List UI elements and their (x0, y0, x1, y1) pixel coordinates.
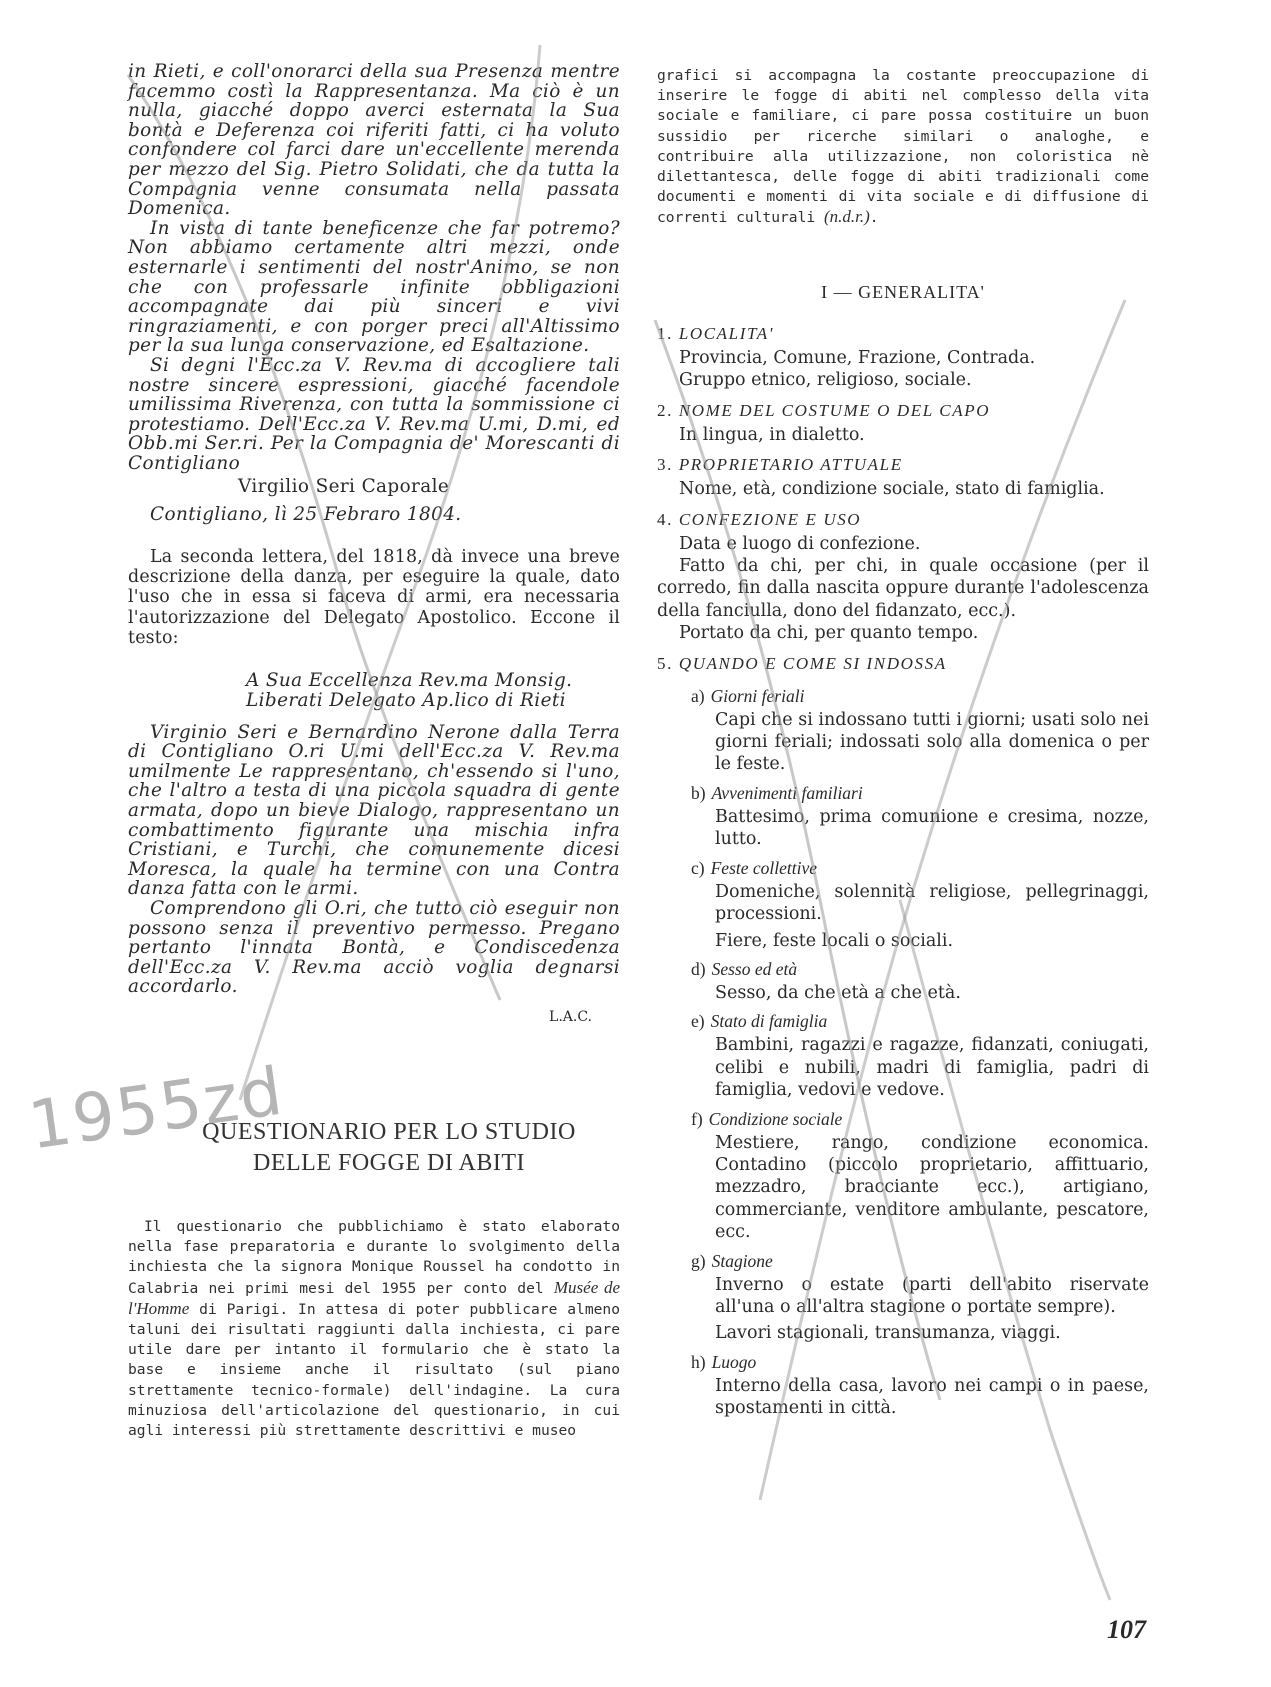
subitem-text: Interno della casa, lavoro nei campi o in paese, spostamenti in città. (715, 1375, 1149, 1419)
subitem-title: Luogo (711, 1351, 757, 1372)
questionnaire-item (657, 321, 1149, 392)
subitem-title: Stagione (711, 1250, 773, 1271)
subitem-title: Giorni feriali (710, 685, 805, 706)
subitem-title: Feste collettive (710, 857, 818, 878)
subitem-heading (691, 780, 1149, 806)
letter1-paragraph: Si degni l'Ecc.za V. Rev.ma di accogliere tali nostre sincere espressioni, giacché facendole umilissima Riverenza, con tutta la sommissione ci protestiamo. Dell'Ecc.za V. Rev.ma U.mi, D.mi, ed Obb.mi Ser.ri. Per la Compagnia de' Morescanti di Contigliano (128, 354, 620, 474)
subitem-heading (691, 1248, 1149, 1274)
subitem-title: Avvenimenti familiari (711, 782, 863, 803)
item-heading (657, 651, 1149, 677)
intro-ndr: (n.d.r.) (823, 207, 870, 227)
subitem-title: Sesso ed età (711, 958, 798, 979)
item-heading (657, 507, 1149, 533)
subitem-label: d) (691, 958, 706, 979)
letter-1804 (128, 62, 620, 525)
intro-text: Il questionario che pubblichiamo è stato elaborato nella fase preparatoria e durante lo svolgimento della inchiesta che la signora Monique Roussel ha condotto in Calabria nei primi mesi del 1955 per conto del (128, 1218, 620, 1297)
subitem-text: Inverno o estate (parti dell'abito riservate all'una o all'altra stagione o portate sempre). (715, 1274, 1149, 1317)
handwritten-annotation: 1955zd (23, 1052, 289, 1165)
author-initials: L.A.C. (549, 1009, 592, 1025)
questionnaire-item (657, 651, 1149, 677)
page-number: 107 (1107, 1615, 1146, 1644)
subitem-label: h) (691, 1351, 706, 1372)
questionnaire-item (657, 507, 1149, 645)
item-heading (657, 452, 1149, 478)
subitem-heading (691, 956, 1149, 982)
item-title: PROPRIETARIO ATTUALE (678, 455, 903, 475)
letter1-signature: Virgilio Seri Caporale (238, 476, 450, 498)
item-number: 4. (657, 509, 679, 529)
subitem-label: f) (691, 1108, 703, 1129)
letter1-paragraph: In vista di tante beneficenze che far potremo? Non abbiamo certamente altri mezzi, onde esternarle i sentimenti del nostr'Animo, se non che con professarle infinite obbligazioni accompagnate dai più sinceri e vivi ringraziamenti, e con porger preci all'Altissimo per la sua lunga conservazione, ed Esaltazione. (128, 217, 620, 357)
subitem-heading (691, 683, 1149, 709)
item-text: Gruppo etnico, religioso, sociale. (679, 370, 972, 391)
subitem-text: Bambini, ragazzi e ragazze, fidanzati, coniugati, celibi e nubili, madri di famiglia, padri di famiglia, vedovi e vedove. (715, 1035, 1149, 1101)
subitem-label: g) (691, 1250, 706, 1271)
subitem-heading (691, 855, 1149, 881)
subitem-text: Lavori stagionali, transumanza, viaggi. (715, 1323, 1061, 1344)
right-column (657, 66, 1149, 1424)
subitem-heading (691, 1106, 1149, 1132)
item-number: 1. (657, 324, 679, 343)
letter1-date: Contigliano, lì 25 Febraro 1804. (150, 504, 462, 526)
item-number: 2. (657, 400, 679, 420)
subitem-heading (691, 1008, 1149, 1034)
section-heading: I — GENERALITA' (821, 282, 985, 302)
item-text: Fatto da chi, per chi, in quale occasione (per il corredo, fin dalla nascita oppure durante l'adolescenza della fanciulla, dono del fidanzato, ecc.). (657, 556, 1149, 621)
intro-end: . (869, 209, 879, 227)
intro-text: di Parigi. In attesa di poter pubblicare almeno taluni dei risultati raggiunti dalla inchiesta, ci pare utile dare per intanto il formulario che è stato la base e insieme anche il risultato (sul piano strettamente tecnico-formale) dell'indagine. La cura minuziosa dell'articolazione del questionario, in cui agli interessi più strettamente descrittivi e museo (128, 1300, 620, 1440)
item-title: LOCALITA' (678, 324, 774, 343)
subitem-text: Mestiere, rango, condizione economica. Contadino (piccolo proprietario, affittuario, mezzadro, bracciante ecc.), artigiano, commerciante, venditore ambulante, pescatore, ecc. (715, 1132, 1149, 1243)
intro-text-continued: grafici si accompagna la costante preoccupazione di inserire le fogge di abiti nel complesso della vita sociale e familiare, ci pare possa costituire un buon sussidio per ricerche similari o analoghe, e contribuire alla utilizzazione, non coloristica nè dilettantesca, delle fogge di abiti tradizionali come documenti e momenti di vita sociale e di diffusione di correnti culturali (657, 67, 1149, 227)
subitem-heading (691, 1349, 1149, 1375)
article-intro-continued (657, 66, 1149, 232)
item-heading (657, 321, 1149, 347)
questionnaire-items (657, 321, 1149, 1420)
subitem-label: a) (691, 685, 705, 706)
item-title: QUANDO E COME SI INDOSSA (678, 653, 947, 673)
item-heading (657, 398, 1149, 424)
address-line: Liberati Delegato Ap.lico di Rieti (246, 689, 566, 711)
subitem-text: Sesso, da che età a che età. (715, 982, 961, 1003)
subitem-text: Capi che si indossano tutti i giorni; usati solo nei giorni feriali; indossati solo alla domenica o per le feste. (715, 709, 1149, 775)
item-text: Nome, età, condizione sociale, stato di famiglia. (679, 479, 1105, 500)
item-text: Portato da chi, per quanto tempo. (679, 623, 979, 644)
intro-museum: Musée de l'Homme (128, 1277, 620, 1318)
subitem-label: b) (691, 782, 706, 803)
subitem-title: Condizione sociale (708, 1108, 843, 1129)
item-title: CONFEZIONE E USO (678, 509, 862, 529)
article-intro (128, 1217, 620, 1441)
letter2-paragraph: Virginio Seri e Bernardino Nerone dalla Terra di Contigliano O.ri U.mi dell'Ecc.za V. Rev.ma umilmente Le rappresentano, ch'essendo si l'uno, che l'altro a testa di una piccola squadra di gente armata, dopo un bieve Dialogo, rappresentano un combattimento figurante una mischia infra Cristiani, e Turchi, che comunemente dicesi Moresca, la quale ha termine con una Contra danza fatta con le armi. (128, 721, 620, 900)
address-line: A Sua Eccellenza Rev.ma Monsig. (246, 669, 573, 691)
left-column (128, 62, 620, 1441)
questionnaire-item (657, 452, 1149, 500)
item-text: In lingua, in dialetto. (679, 424, 865, 445)
letter2-paragraph: Comprendono gli O.ri, che tutto ciò eseguir non possono senza il preventivo permesso. Pregano pertanto l'innata Bontà, e Condiscedenza dell'Ecc.za V. Rev.ma acciò voglia degnarsi accordarlo. (128, 898, 620, 998)
item-title: NOME DEL COSTUME O DEL CAPO (678, 400, 991, 420)
letter1-paragraph: in Rieti, e coll'onorarci della sua Presenza mentre facemmo costì la Rappresentanza. Ma ciò è un nulla, giacché doppo averci esternata la Sua bontà e Deferenza coi riferiti fatti, ci ha voluto confondere col farci dare un'eccellente merenda per mezzo del Sig. Pietro Solidati, che da tutta la Compagnia venne consumata nella passata Domenica. (128, 61, 620, 220)
subitems-list (657, 683, 1149, 1420)
item-text: Provincia, Comune, Frazione, Contrada. (679, 348, 1036, 368)
subitem-label: c) (691, 857, 705, 878)
subitem-text: Domeniche, solennità religiose, pellegrinaggi, processioni. (715, 881, 1149, 925)
item-number: 3. (657, 455, 679, 475)
subitem-title: Stato di famiglia (710, 1011, 828, 1032)
questionnaire-item (657, 398, 1149, 446)
subitem-label: e) (691, 1011, 705, 1032)
subitem-text: Battesimo, prima comunione e cresima, nozze, lutto. (715, 806, 1149, 850)
letter2-address (128, 671, 620, 711)
title-line: DELLE FOGGE DI ABITI (253, 1150, 525, 1176)
item-number: 5. (657, 653, 679, 673)
letter-1818 (128, 723, 620, 997)
second-letter-intro: La seconda lettera, del 1818, dà invece una breve descrizione della danza, per eseguire la quale, dato l'uso che in essa si faceva di armi, era necessaria l'autorizzazione del Delegato Apostolico. Eccone il testo: (128, 546, 620, 649)
subitem-text: Fiere, feste locali o sociali. (715, 930, 954, 951)
title-line: QUESTIONARIO PER LO STUDIO (202, 1119, 576, 1145)
item-text: Data e luogo di confezione. (679, 533, 921, 554)
